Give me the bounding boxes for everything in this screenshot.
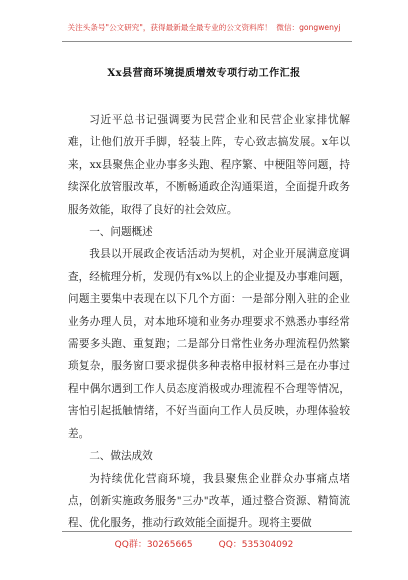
document-title: Xx县营商环境提质增效专项行动工作汇报	[107, 68, 301, 79]
footer-qq: QQ：535304092	[218, 540, 294, 550]
header-notice: 关注头条号"公文研究"，获得最新最全最专业的公文资料库！	[67, 23, 272, 32]
footer	[0, 537, 408, 550]
document-body	[68, 109, 350, 535]
section-heading-problem-overview: 一、问题概述	[89, 226, 153, 239]
paragraph-problem-details: 我县以开展政企夜话活动为契机，对企业开展满意度调查，经梳理分析，发现仍有x%以上的企业提及办事难问题，问题主要集中表现在以下几个方面：一是部分刚入驻的企业业务办理人员，对本地环境和业务办理要求不熟悉办事经常需要多头跑、重复跑；二是部分日常性业务办理流程仍然繁琐复杂，服务窗口要求提供多种表格申报材料三是在办事过程中偶尔遇到工作人员态度消极或办理流程不合理等情况，害怕引起抵触情绪，不好当面向工作人员反映，办理体验较差。	[68, 248, 350, 440]
footer-qq-group: QQ群：30265665	[114, 540, 193, 550]
header-divider	[62, 41, 352, 42]
paragraph-intro: 习近平总书记强调要为民营企业和民营企业家排忧解难，让他们放开手脚，轻装上阵，专心致志搞发展。x年以来，xx县聚焦企业办事多头跑、程序繁、中梗阻等问题，持续深化放管服改革，不断畅通政企沟通渠道，全面提升政务服务效能，取得了良好的社会效应。	[68, 114, 350, 216]
header-wechat: 微信：gongwenyj	[276, 23, 341, 32]
section-heading-practices-results: 二、做法成效	[89, 450, 153, 463]
header-banner	[0, 22, 408, 33]
footer-divider	[62, 531, 352, 532]
paragraph-practices: 为持续优化营商环境，我县聚焦企业群众办事痛点堵点，创新实施政务服务"三办"改革，通过整合资源、精简流程、优化服务，推动行政效能全面提升。现将主要做	[68, 472, 350, 530]
